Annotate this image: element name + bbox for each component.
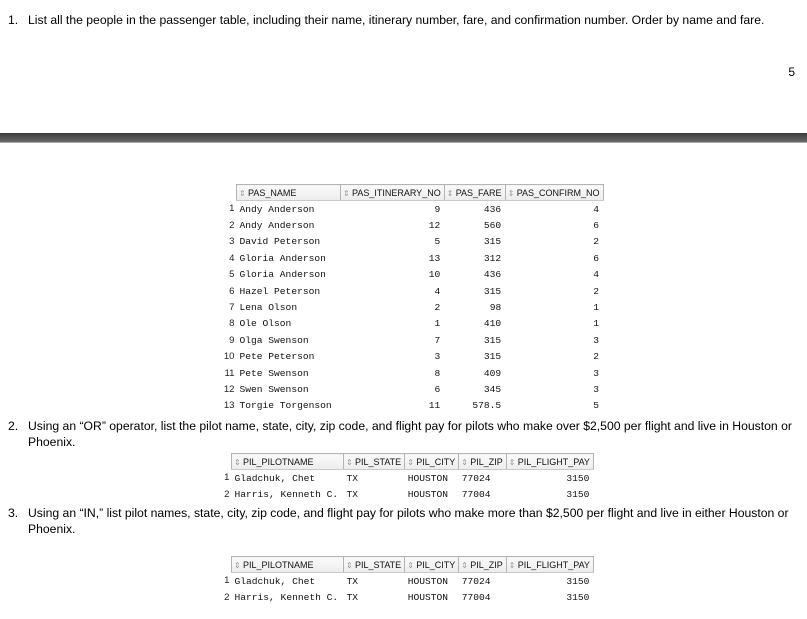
sort-arrows-icon: ⇕ (346, 457, 353, 467)
row-number: 13 (223, 400, 235, 412)
table-row[interactable] (220, 470, 593, 487)
question-text: Using an “IN,” list pilot names, state, city, zip code, and flight pay for pilots who make more than $2,500 per flight and live in either Houston or (28, 506, 789, 520)
table-cell: Gloria Anderson (239, 269, 326, 281)
question-number: 1. (8, 13, 19, 27)
row-number: 9 (229, 334, 235, 346)
table-row[interactable] (220, 573, 593, 590)
column-header[interactable]: ⇕ PIL_ZIP (459, 557, 507, 573)
row-number: 4 (229, 252, 235, 264)
question-text: Using an “OR” operator, list the pilot name, state, city, zip code, and flight pay for pilots who make over $2,500 per flight and live in Houston or (28, 419, 792, 433)
column-header[interactable]: ⇕ PAS_FARE (444, 185, 505, 201)
table-cell: 312 (483, 252, 502, 264)
table-row[interactable] (219, 299, 603, 315)
column-header[interactable]: ⇕ PIL_STATE (344, 454, 405, 470)
sort-arrows-icon: ⇕ (446, 188, 454, 198)
row-number: 1 (224, 575, 230, 587)
column-header[interactable]: ⇕ PIL_CITY (405, 454, 459, 470)
row-number-header (220, 557, 232, 573)
table-cell: Olga Swenson (239, 334, 309, 346)
table-cell: Gloria Anderson (239, 252, 326, 264)
table-cell: 3 (593, 334, 600, 346)
table-cell: 560 (483, 220, 502, 232)
table-row[interactable] (219, 365, 603, 381)
table-cell: 3150 (566, 489, 590, 501)
row-number: 8 (229, 318, 235, 330)
question-number: 3. (8, 506, 19, 520)
section-divider (0, 133, 807, 143)
table-row[interactable] (219, 201, 603, 218)
table-cell: 3150 (566, 592, 590, 604)
row-number: 11 (224, 367, 235, 379)
table-cell: 9 (434, 203, 441, 215)
question-text: List all the people in the passenger table, including their name, itinerary number, fare, and confirmation number. Order by name and fare. (28, 13, 765, 27)
table-cell: 3 (593, 383, 600, 395)
table-cell: 3150 (566, 575, 590, 587)
table-cell: 6 (593, 220, 600, 232)
pilot-results-grid-or (220, 453, 594, 503)
table-row[interactable] (219, 217, 603, 233)
row-number: 2 (224, 592, 230, 604)
sort-arrows-icon: ⇕ (461, 457, 468, 467)
question-3 (8, 505, 798, 537)
table-cell: 13 (428, 252, 441, 264)
table-cell: Andy Anderson (239, 203, 315, 215)
row-number: 10 (223, 351, 235, 363)
table-cell: 2 (593, 351, 600, 363)
table-cell: 4 (593, 203, 600, 215)
row-number: 2 (229, 220, 235, 232)
column-header[interactable]: ⇕ PIL_STATE (344, 557, 405, 573)
row-number: 1 (229, 203, 235, 215)
table-cell: 77004 (461, 489, 491, 501)
table-cell: Ole Olson (239, 318, 292, 330)
table-cell: Andy Anderson (239, 220, 315, 232)
table-cell: 7 (434, 334, 441, 346)
column-header[interactable]: ⇕ PIL_FLIGHT_PAY (506, 557, 593, 573)
table-cell: 6 (434, 383, 441, 395)
sort-arrows-icon: ⇕ (346, 560, 353, 570)
row-number-header (219, 185, 237, 201)
table-cell: 4 (593, 269, 600, 281)
row-number: 7 (229, 302, 235, 314)
table-cell: Harris, Kenneth C. (234, 592, 339, 604)
table-row[interactable] (219, 250, 603, 266)
table-row[interactable] (219, 316, 603, 332)
column-header[interactable]: ⇕ PAS_NAME (237, 185, 341, 201)
sort-arrows-icon: ⇕ (508, 457, 516, 467)
table-cell: 10 (428, 269, 441, 281)
table-cell: 3 (434, 351, 441, 363)
table-cell: Pete Swenson (239, 367, 309, 379)
table-cell: 2 (434, 302, 441, 314)
sort-arrows-icon: ⇕ (234, 560, 241, 570)
table-cell: 410 (483, 318, 502, 330)
table-row[interactable] (219, 332, 603, 348)
table-row[interactable] (219, 234, 603, 250)
question-text-continued: Phoenix. (28, 435, 76, 449)
table-cell: 5 (593, 400, 600, 412)
table-cell: 98 (489, 302, 502, 314)
table-cell: Gladchuk, Chet (234, 575, 316, 587)
pilot-results-grid-in (220, 556, 594, 606)
table-cell: 12 (428, 220, 441, 232)
table-cell: 8 (434, 367, 441, 379)
table-cell: 436 (483, 203, 502, 215)
table-cell: 4 (434, 285, 441, 297)
question-1 (8, 12, 798, 28)
table-cell: HOUSTON (407, 472, 448, 484)
column-header[interactable]: ⇕ PAS_CONFIRM_NO (505, 185, 603, 201)
table-cell: 315 (483, 285, 502, 297)
table-cell: 315 (483, 334, 502, 346)
table-cell: 2 (593, 285, 600, 297)
table-row[interactable] (219, 398, 603, 414)
table-row[interactable] (219, 283, 603, 299)
table-cell: 409 (483, 367, 502, 379)
row-number: 1 (224, 472, 230, 484)
table-cell: HOUSTON (407, 489, 448, 501)
table-cell: David Peterson (239, 236, 321, 248)
table-cell: Pete Peterson (239, 351, 315, 363)
table-cell: Harris, Kenneth C. (234, 489, 339, 501)
sort-arrows-icon: ⇕ (407, 560, 414, 570)
column-header[interactable]: ⇕ PIL_FLIGHT_PAY (506, 454, 593, 470)
table-cell: Hazel Peterson (239, 285, 321, 297)
sort-arrows-icon: ⇕ (461, 560, 468, 570)
table-cell: Lena Olson (239, 302, 298, 314)
sort-arrows-icon: ⇕ (407, 457, 414, 467)
table-cell: 1 (434, 318, 441, 330)
table-cell: HOUSTON (407, 592, 448, 604)
row-number: 2 (224, 489, 230, 501)
table-cell: Torgie Torgenson (239, 400, 332, 412)
table-cell: 578.5 (472, 400, 502, 412)
column-header[interactable]: ⇕ PIL_CITY (405, 557, 459, 573)
table-row[interactable] (219, 267, 603, 283)
column-header[interactable]: ⇕ PIL_ZIP (459, 454, 507, 470)
table-cell: TX (346, 592, 359, 604)
table-cell: TX (346, 575, 359, 587)
table-cell: TX (346, 472, 359, 484)
row-number: 3 (229, 236, 235, 248)
table-cell: 77024 (461, 472, 491, 484)
table-cell: 11 (428, 400, 441, 412)
sort-arrows-icon: ⇕ (234, 457, 241, 467)
row-number: 5 (229, 269, 235, 281)
column-header[interactable]: ⇕ PIL_PILOTNAME (232, 454, 344, 470)
table-cell: 3150 (566, 472, 590, 484)
table-cell: 1 (593, 302, 600, 314)
sort-arrows-icon: ⇕ (507, 188, 515, 198)
table-cell: Swen Swenson (239, 383, 309, 395)
table-cell: Gladchuk, Chet (234, 472, 316, 484)
page-number: 5 (788, 65, 795, 79)
row-number: 6 (229, 285, 235, 297)
question-number: 2. (8, 419, 19, 433)
row-number-header (220, 454, 232, 470)
table-cell: 345 (483, 383, 502, 395)
sort-arrows-icon: ⇕ (239, 188, 246, 198)
table-cell: HOUSTON (407, 575, 448, 587)
table-cell: 77024 (461, 575, 491, 587)
question-2 (8, 418, 798, 450)
table-cell: 6 (593, 252, 600, 264)
table-cell: 3 (593, 367, 600, 379)
row-number: 12 (223, 383, 235, 395)
table-row[interactable] (219, 349, 603, 365)
passenger-results-grid (219, 184, 604, 414)
table-cell: 315 (483, 351, 502, 363)
table-cell: 315 (483, 236, 502, 248)
table-cell: 5 (434, 236, 441, 248)
sort-arrows-icon: ⇕ (343, 188, 350, 198)
column-header[interactable]: ⇕ PIL_PILOTNAME (232, 557, 344, 573)
table-cell: 77004 (461, 592, 491, 604)
table-cell: 2 (593, 236, 600, 248)
table-row[interactable] (220, 589, 593, 605)
question-text-continued: Phoenix. (28, 522, 76, 536)
column-header[interactable]: ⇕ PAS_ITINERARY_NO (341, 185, 445, 201)
sort-arrows-icon: ⇕ (508, 560, 516, 570)
table-cell: TX (346, 489, 359, 501)
table-cell: 436 (483, 269, 502, 281)
table-row[interactable] (219, 381, 603, 397)
table-row[interactable] (220, 486, 593, 502)
table-cell: 1 (593, 318, 600, 330)
